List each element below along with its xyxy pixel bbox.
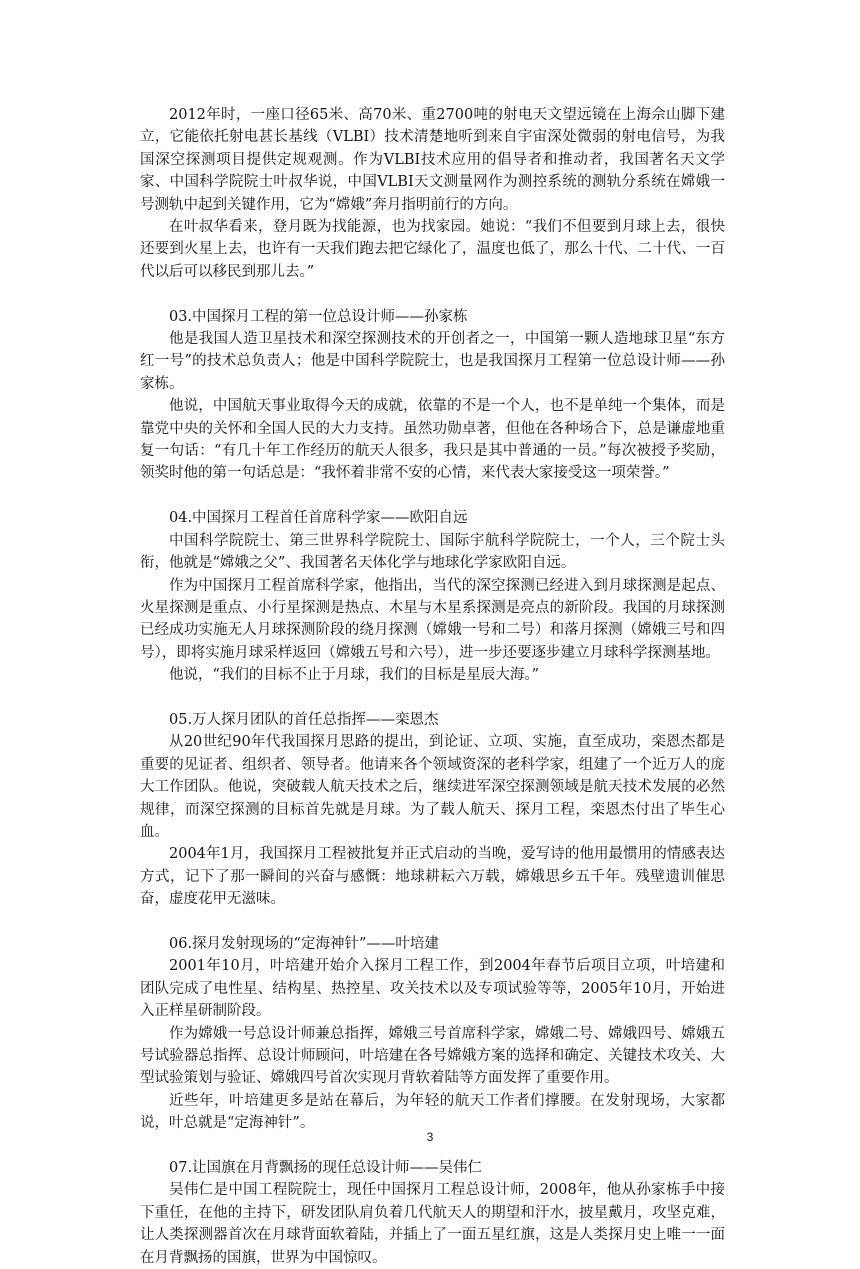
paragraph: 他说，“我们的目标不止于月球，我们的目标是星辰大海。”: [169, 667, 540, 684]
section-ye-peijian: [140, 933, 725, 1135]
section-luan-enjie: [140, 709, 725, 911]
paragraph: 他是我国人造卫星技术和深空探测技术的开创者之一，中国第一颗人造地球卫星“东方红一号”的技术总负责人；他是中国科学院院士，也是我国探月工程第一位总设计师——孙家栋。: [140, 331, 725, 392]
page-number: 3: [426, 1130, 434, 1144]
document-body: [140, 104, 725, 1269]
paragraph: 从20世纪90年代我国探月思路的提出，到论证、立项、实施，直至成功，栾恩杰都是重要的见证者、组织者、领导者。他请来各个领域资深的老科学家，组建了一个近万人的庞大工作团队。他说，突破载人航天技术之后，继续进军深空探测领域是航天技术发展的必然规律，而深空探测的目标首先就是月球。为了载人航天、探月工程，栾恩杰付出了毕生心血。: [140, 734, 725, 840]
paragraph: 2001年10月，叶培建开始介入探月工程工作，到2004年春节后项目立项，叶培建和团队完成了电性星、结构星、热控星、攻关技术以及专项试验等等，2005年10月，开始进入正样星研制阶段。: [140, 958, 725, 1020]
paragraph: 中国科学院院士、第三世界科学院院士、国际宇航科学院院士，一个人，三个院士头衔，他就是“嫦娥之父”、我国著名天体化学与地球化学家欧阳自远。: [140, 532, 725, 572]
intro-section: [140, 104, 725, 283]
section-heading: 03.中国探月工程的第一位总设计师——孙家栋: [169, 308, 468, 325]
section-wu-weiren: [140, 1157, 725, 1269]
paragraph: 2012年时，一座口径65米、高70米、重2700吨的射电天文望远镜在上海佘山脚下建立，它能依托射电甚长基线（VLBI）技术清楚地听到来自宇宙深处微弱的射电信号，为我国深空探测项目提供定规观测。作为VLBI技术应用的倡导者和推动者，我国著名天文学家、中国科学院院士叶叔华说，中国VLBI天文测量网作为测控系统的测轨分系统在嫦娥一号测轨中起到关键作用，它为“嫦娥”奔月指明前行的方向。: [140, 107, 725, 213]
paragraph: 2004年1月，我国探月工程被批复并正式启动的当晚，爱写诗的他用最惯用的情感表达方式，记下了那一瞬间的兴奋与感慨：地球耕耘六万载，嫦娥思乡五千年。残壁遗训催思奋，虚度花甲无滋味。: [140, 846, 725, 908]
paragraph: 作为嫦娥一号总设计师兼总指挥，嫦娥三号首席科学家，嫦娥二号、嫦娥四号、嫦娥五号试验器总指挥、总设计师顾问，叶培建在各号嫦娥方案的选择和确定、关键技术攻关、大型试验策划与验证、嫦娥四号首次实现月背软着陆等方面发挥了重要作用。: [140, 1025, 725, 1087]
section-heading: 04.中国探月工程首任首席科学家——欧阳自远: [169, 510, 468, 527]
section-heading: 05.万人探月团队的首任总指挥——栾恩杰: [169, 711, 439, 728]
paragraph: 作为中国探月工程首席科学家，他指出，当代的深空探测已经进入到月球探测是起点、火星探测是重点、小行星探测是热点、木星与木星系探测是亮点的新阶段。我国的月球探测已经成功实施无人月球探测阶段的绕月探测（嫦娥一号和二号）和落月探测（嫦娥三号和四号），即将实施月球采样返回（嫦娥五号和六号），进一步还要逐步建立月球科学探测基地。: [140, 577, 725, 661]
section-ouyang-ziyuan: [140, 507, 725, 686]
paragraph: 在叶叔华看来，登月既为找能源，也为找家园。她说：“我们不但要到月球上去，很快还要到火星上去，也许有一天我们跑去把它绿化了，温度也低了，那么十代、二十代、一百代以后可以移民到那儿去。”: [140, 219, 725, 280]
paragraph: 吴伟仁是中国工程院院士，现任中国探月工程总设计师，2008年，他从孙家栋手中接下重任，在他的主持下，研发团队肩负着几代航天人的期望和汗水，披星戴月，攻坚克难，让人类探测器首次在月球背面软着陆，并插上了一面五星红旗，这是人类探月史上唯一一面在月背飘扬的国旗，世界为中国惊叹。: [140, 1182, 725, 1266]
section-sun-jiadong: [140, 306, 725, 485]
paragraph: 他说，中国航天事业取得今天的成就，依靠的不是一个人，也不是单纯一个集体，而是靠党中央的关怀和全国人民的大力支持。虽然功勋卓著，但他在各种场合下，总是谦虚地重复一句话：“有几十年工作经历的航天人很多，我只是其中普通的一员。”每次被授予奖励，领奖时他的第一句话总是：“我怀着非常不安的心情，来代表大家接受这一项荣誉。”: [140, 398, 725, 482]
paragraph: 近些年，叶培建更多是站在幕后，为年轻的航天工作者们撑腰。在发射现场，大家都说，叶总就是“定海神针”。: [140, 1092, 725, 1132]
section-heading: 07.让国旗在月背飘扬的现任总设计师——吴伟仁: [169, 1160, 483, 1177]
section-heading: 06.探月发射现场的“定海神针”——叶培建: [169, 935, 439, 952]
